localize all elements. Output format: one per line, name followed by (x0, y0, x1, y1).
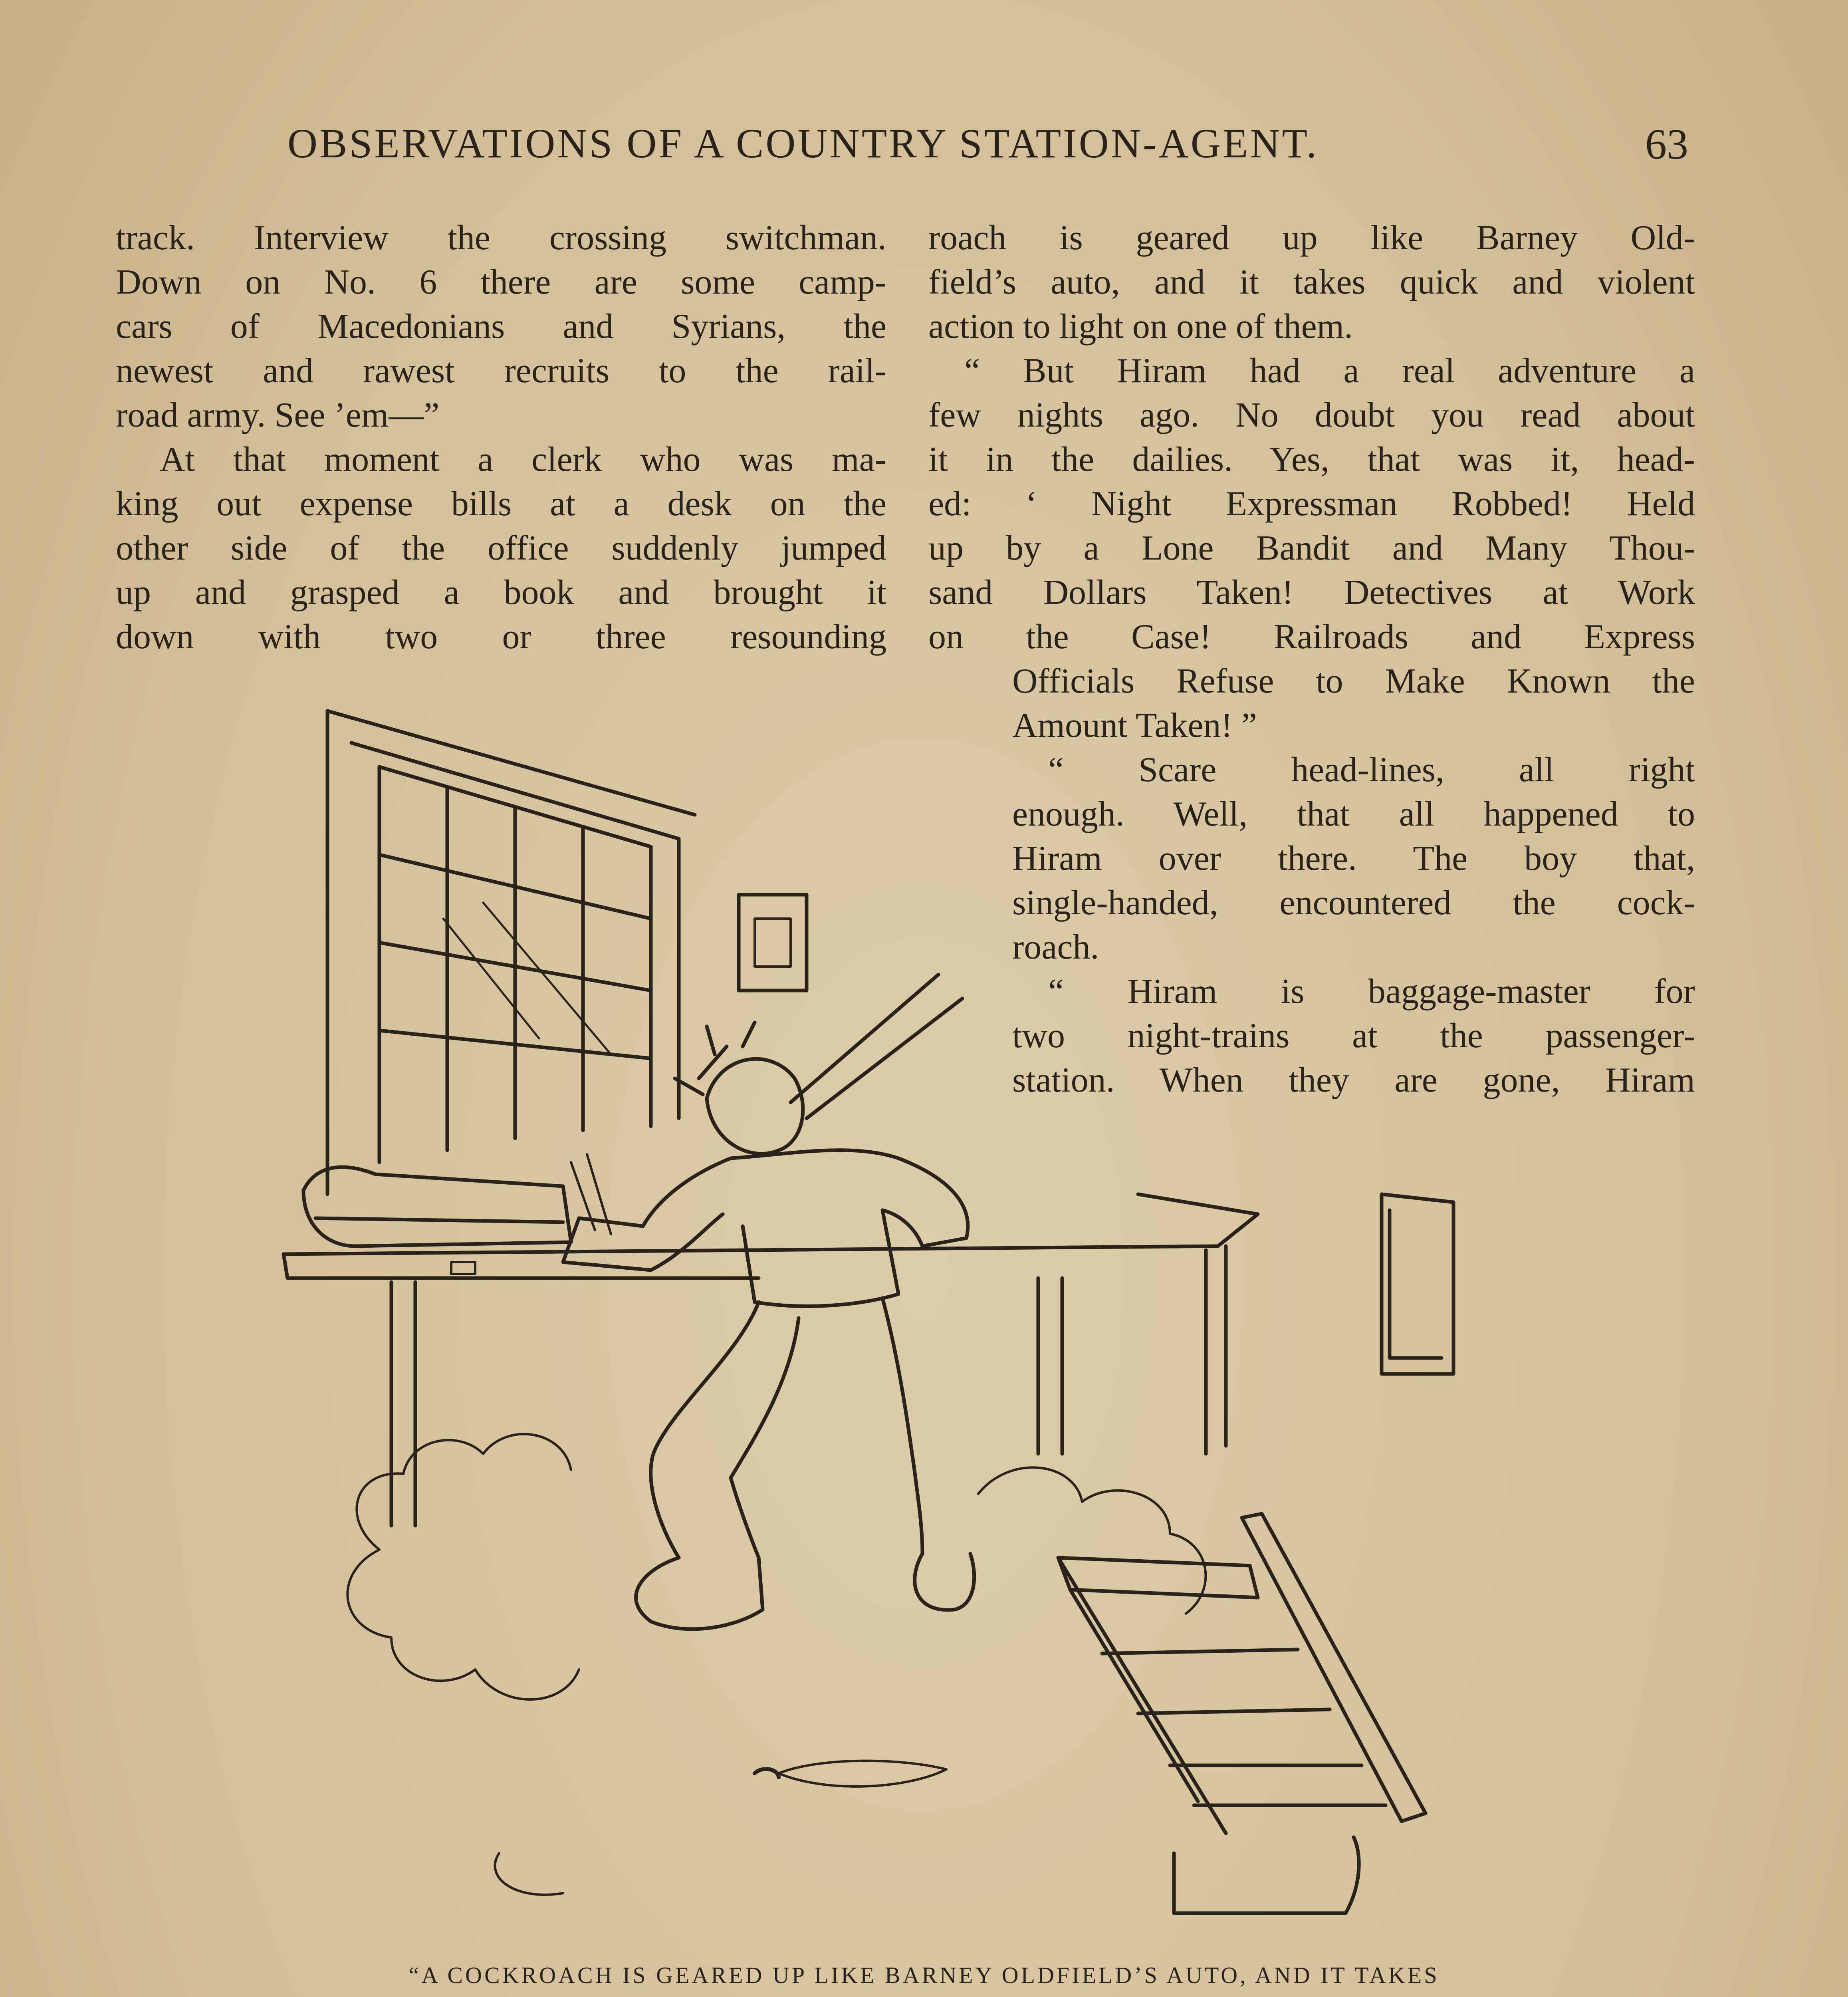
text-line: station. When they are gone, Hiram (1012, 1061, 1695, 1100)
text-line: other side of the office suddenly jumped (116, 529, 886, 568)
desk-drawing (284, 1167, 1453, 1526)
text-line: single-handed, encountered the cock- (1012, 883, 1695, 922)
text-line: ed: ‘ Night Expressman Robbed! Held (928, 484, 1695, 523)
text-line: few nights ago. No doubt you read about (928, 396, 1695, 435)
text-line: up and grasped a book and brought it (116, 573, 886, 612)
illustration-caption-line-1: “A COCKROACH IS GEARED UP LIKE BARNEY OLDFIELD’S AUTO, AND IT TAKES (408, 1962, 1440, 1988)
text-line: two night-trains at the passenger- (1012, 1016, 1695, 1055)
window-drawing (327, 711, 807, 1194)
text-line: roach is geared up like Barney Old- (928, 218, 1695, 257)
text-line: Officials Refuse to Make Known the (1012, 662, 1695, 701)
text-line: Amount Taken! ” (1012, 706, 1257, 745)
text-line: track. Interview the crossing switchman. (116, 218, 886, 257)
text-line: action to light on one of them. (928, 307, 1353, 346)
text-line: “ But Hiram had a real adventure a (964, 351, 1695, 390)
text-line: At that moment a clerk who was ma- (160, 440, 886, 479)
text-line: cars of Macedonians and Syrians, the (116, 307, 886, 346)
column-top-right (928, 216, 1695, 659)
text-line: down with two or three resounding (116, 617, 886, 656)
text-line: on the Case! Railroads and Express (928, 617, 1695, 656)
illustration-caption-line-2 (0, 1994, 1848, 1997)
text-line: enough. Well, that all happened to (1012, 795, 1695, 834)
text-line: Down on No. 6 there are some camp- (116, 263, 886, 302)
text-line: field’s auto, and it takes quick and violent (928, 263, 1695, 302)
running-header (0, 120, 1848, 176)
text-line: Hiram over there. The boy that, (1012, 839, 1695, 878)
man-figure (563, 975, 974, 1629)
text-line: king out expense bills at a desk on the (116, 484, 886, 523)
text-line: it in the dailies. Yes, that was it, head- (928, 440, 1695, 479)
dust-cloud-drawing (347, 1434, 1206, 1895)
text-line: “ Hiram is baggage-master for (1048, 972, 1695, 1011)
text-line: road army. See ’em—” (116, 396, 440, 435)
man-jumping-on-cockroach-illustration (260, 695, 1537, 1933)
overturned-chair-drawing (1058, 1514, 1426, 1913)
text-line: “ Scare head-lines, all right (1048, 750, 1695, 789)
text-line: up by a Lone Bandit and Many Thou- (928, 529, 1695, 568)
page-number: 63 (1645, 121, 1688, 168)
text-line: sand Dollars Taken! Detectives at Work (928, 573, 1695, 612)
text-line: roach. (1012, 928, 1099, 967)
column-top-left (116, 216, 886, 659)
running-title: OBSERVATIONS OF A COUNTRY STATION-AGENT. (288, 121, 1319, 167)
text-line: newest and rawest recruits to the rail- (116, 351, 886, 390)
